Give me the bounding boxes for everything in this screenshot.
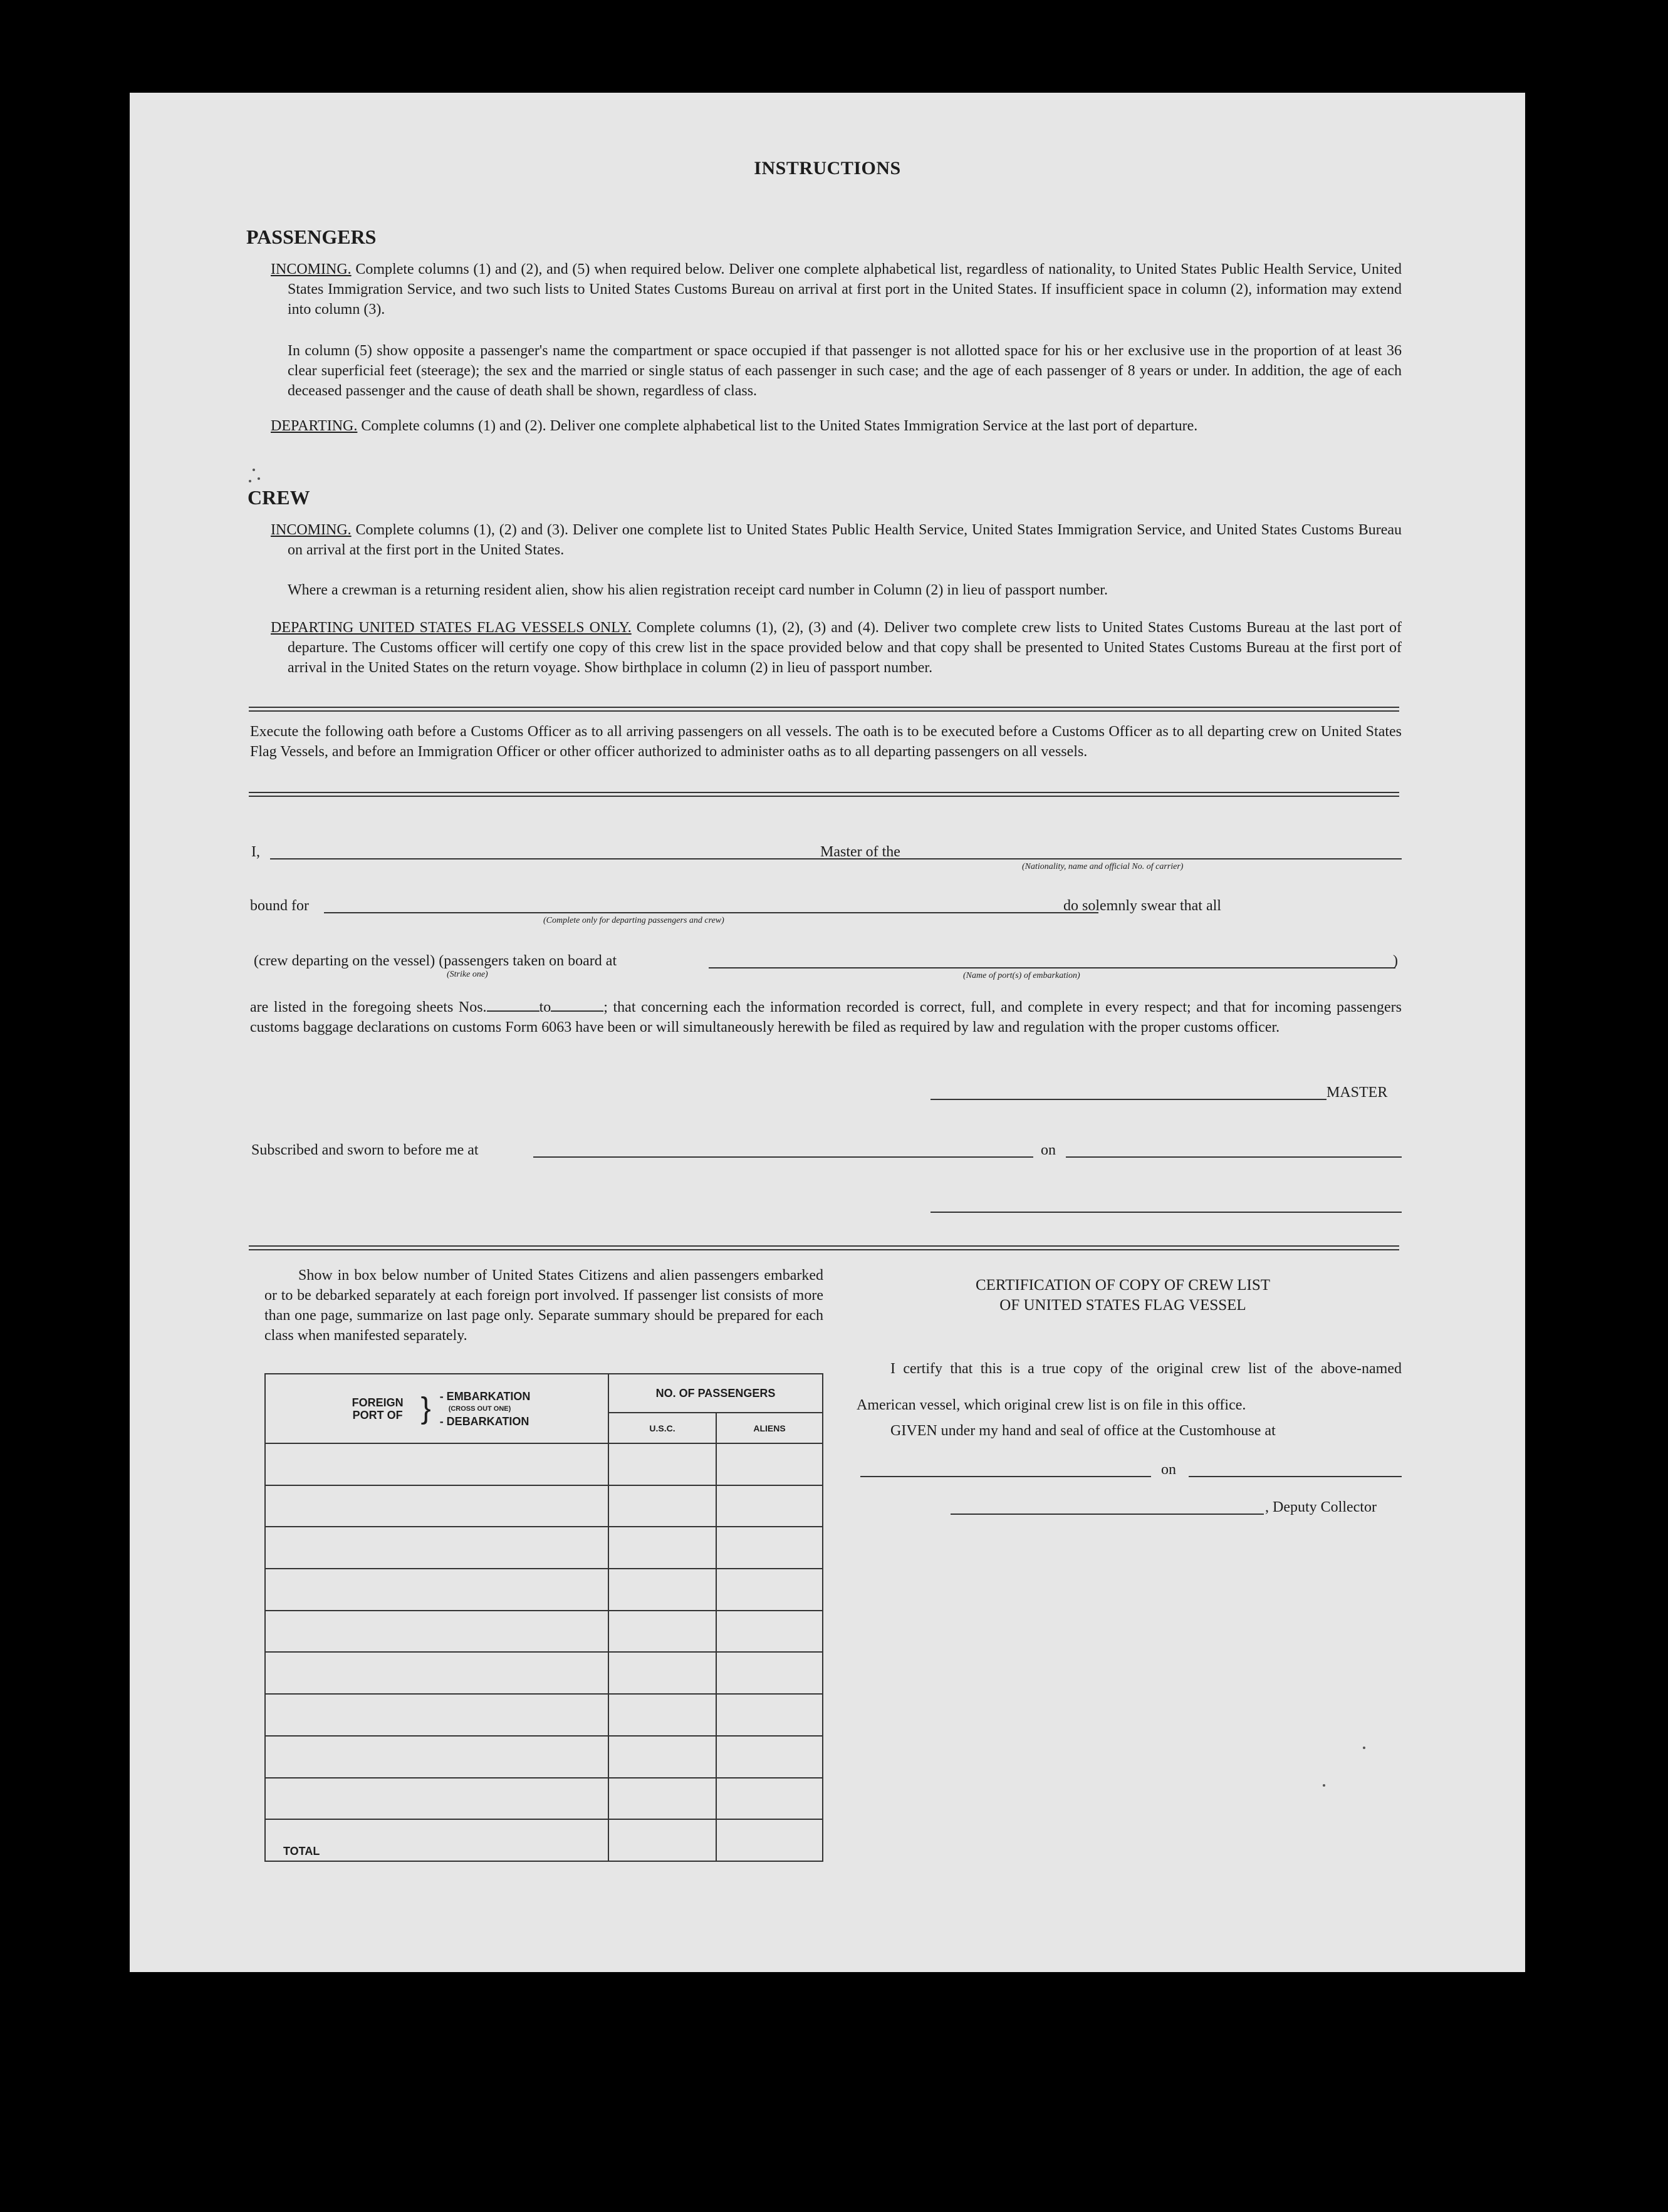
- usc-cell[interactable]: [608, 1485, 716, 1527]
- form-page: [130, 93, 1525, 1972]
- port-cell[interactable]: [265, 1569, 608, 1611]
- embarkation-label: - EMBARKATION: [439, 1389, 531, 1403]
- foreign-port-header: [265, 1374, 608, 1443]
- separator: [249, 796, 1399, 797]
- listed-paragraph: [250, 997, 1402, 1037]
- usc-header: U.S.C.: [608, 1413, 716, 1443]
- certification-title: [844, 1275, 1402, 1316]
- master-signature-field[interactable]: [930, 1099, 1327, 1100]
- crew-departing-text: Complete columns (1), (2), (3) and (4). Deliver two complete crew lists to United States Customs Bureau at the last port of departure. The Customs officer will certify one copy of this crew list in the space provided below and that copy shall be presented to United States Customs Bureau at the first port of arrival in the United States on the return voyage. Show birthplace in column (2) in lieu of passport number.: [288, 620, 1402, 676]
- passengers-departing-paragraph: [271, 416, 1402, 436]
- sworn-place-field[interactable]: [533, 1156, 1033, 1158]
- usc-cell[interactable]: [608, 1527, 716, 1569]
- carrier-field[interactable]: [928, 858, 1402, 859]
- aliens-total-cell[interactable]: [716, 1819, 823, 1861]
- aliens-cell[interactable]: [716, 1443, 823, 1485]
- sworn-date-field[interactable]: [1066, 1156, 1402, 1158]
- total-label: TOTAL: [265, 1819, 608, 1861]
- embarkation-note: (Name of port(s) of embarkation): [963, 971, 1080, 980]
- no-of-passengers-header: NO. OF PASSENGERS: [608, 1374, 823, 1413]
- aliens-header: ALIENS: [716, 1413, 823, 1443]
- usc-cell[interactable]: [608, 1443, 716, 1485]
- given-paragraph: GIVEN under my hand and seal of office at the Customhouse at: [890, 1423, 1276, 1439]
- cross-out-note: (CROSS OUT ONE): [448, 1405, 511, 1413]
- certification-title-line2: OF UNITED STATES FLAG VESSEL: [999, 1297, 1246, 1314]
- crew-resident-paragraph: Where a crewman is a returning resident alien, show his alien registration receipt card number in Column (2) in lieu of passport number.: [288, 582, 1108, 598]
- certification-on-label: on: [1161, 1462, 1176, 1478]
- passengers-incoming-paragraph: [271, 259, 1402, 319]
- port-cell[interactable]: [265, 1527, 608, 1569]
- brace-icon: }: [420, 1392, 431, 1426]
- foreign-port-label: FOREIGN PORT OF: [352, 1396, 404, 1421]
- deputy-collector-label: , Deputy Collector: [1265, 1499, 1377, 1515]
- usc-cell[interactable]: [608, 1652, 716, 1694]
- aliens-cell[interactable]: [716, 1569, 823, 1611]
- aliens-cell[interactable]: [716, 1527, 823, 1569]
- port-cell[interactable]: [265, 1736, 608, 1778]
- sheet-from-field[interactable]: [487, 999, 539, 1012]
- certification-title-line1: CERTIFICATION OF COPY OF CREW LIST: [975, 1277, 1271, 1294]
- aliens-cell[interactable]: [716, 1694, 823, 1736]
- usc-cell[interactable]: [608, 1736, 716, 1778]
- passengers-departing-text: Complete columns (1) and (2). Deliver one complete alphabetical list to the United States Immigration Service at the last port of departure.: [357, 418, 1198, 434]
- customhouse-field[interactable]: [860, 1476, 1151, 1477]
- crew-incoming-label: INCOMING.: [271, 522, 352, 538]
- carrier-note: (Nationality, name and official No. of carrier): [1022, 862, 1184, 871]
- port-cell[interactable]: [265, 1778, 608, 1820]
- swear-label: do solemnly swear that all: [1063, 898, 1221, 914]
- strike-one-note: (Strike one): [447, 970, 488, 979]
- master-of-label: Master of the: [820, 844, 900, 860]
- embarkation-port-field[interactable]: [709, 967, 1395, 968]
- aliens-cell[interactable]: [716, 1611, 823, 1653]
- passengers-incoming-label: INCOMING.: [271, 261, 352, 278]
- crew-heading: CREW: [248, 486, 310, 509]
- aliens-cell[interactable]: [716, 1485, 823, 1527]
- passengers-incoming-text: Complete columns (1) and (2), and (5) when required below. Deliver one complete alphabetical list, regardless of nationality, to United States Public Health Service, United States Immigration Service, and two such lists to United States Customs Bureau on arrival at first port in the United States. If insufficient space in column (2), information may extend into column (3).: [288, 261, 1402, 318]
- port-cell[interactable]: [265, 1443, 608, 1485]
- sworn-on-label: on: [1041, 1142, 1056, 1158]
- usc-cell[interactable]: [608, 1694, 716, 1736]
- port-cell[interactable]: [265, 1485, 608, 1527]
- bound-for-label: bound for: [250, 898, 309, 914]
- separator: [249, 1249, 1399, 1250]
- aliens-cell[interactable]: [716, 1778, 823, 1820]
- listed-text-1: are listed in the foregoing sheets Nos.: [250, 999, 487, 1015]
- passengers-column5-paragraph: In column (5) show opposite a passenger's name the compartment or space occupied if that passenger is not allotted space for his or her exclusive use in the proportion of at least 36 clear superficial feet (steerage); the sex and the married or single status of each passenger in such case; and the age of each passenger of 8 years or under. In addition, the age of each deceased passenger and the cause of death shall be shown, regardless of class.: [288, 343, 1402, 399]
- passenger-summary-table: [264, 1373, 823, 1862]
- port-cell[interactable]: [265, 1611, 608, 1653]
- crew-departing-paragraph: [271, 618, 1402, 678]
- passengers-heading: PASSENGERS: [246, 226, 377, 248]
- oath-intro-paragraph: Execute the following oath before a Customs Officer as to all arriving passengers on all vessels. The oath is to be executed before a Customs Officer as to all departing crew on United States Flag Vessels, and before an Immigration Officer or other officer authorized to administer oaths as to all departing passengers on all vessels.: [250, 724, 1402, 760]
- separator: [249, 710, 1399, 712]
- page-title: INSTRUCTIONS: [754, 158, 901, 179]
- master-label: MASTER: [1327, 1084, 1388, 1101]
- separator: [249, 707, 1399, 708]
- separator: [249, 792, 1399, 793]
- crew-incoming-text: Complete columns (1), (2) and (3). Deliver one complete list to United States Public Health Service, United States Immigration Service, and United States Customs Bureau on arrival at the first port in the United States.: [288, 522, 1402, 558]
- oath-i-label: I,: [251, 844, 260, 860]
- crew-passengers-label: (crew departing on the vessel) (passengers taken on board at: [254, 953, 617, 969]
- port-cell[interactable]: [265, 1652, 608, 1694]
- listed-text-2: ; that concerning each the information recorded is correct, full, and complete in every respect; and that for incoming passengers customs baggage declarations on customs Form 6063 have been or will simultaneously herewith be filed as required by law and regulation with the proper customs officer.: [250, 999, 1402, 1036]
- usc-cell[interactable]: [608, 1569, 716, 1611]
- close-paren: ): [1393, 953, 1398, 969]
- listed-to-label: to: [539, 999, 551, 1015]
- passengers-departing-label: DEPARTING.: [271, 418, 358, 434]
- summary-instructions: Show in box below number of United States Citizens and alien passengers embarked or to be debarked separately at each foreign port involved. If passenger list consists of more than one page, summarize on last page only. Separate summary should be prepared for each class when manifested separately.: [264, 1267, 823, 1344]
- certification-date-field[interactable]: [1189, 1476, 1402, 1477]
- crew-incoming-paragraph: [271, 520, 1402, 560]
- deputy-signature-field[interactable]: [951, 1514, 1264, 1515]
- usc-cell[interactable]: [608, 1778, 716, 1820]
- usc-cell[interactable]: [608, 1611, 716, 1653]
- officer-signature-field[interactable]: [930, 1212, 1402, 1213]
- usc-total-cell[interactable]: [608, 1819, 716, 1861]
- aliens-cell[interactable]: [716, 1652, 823, 1694]
- certify-paragraph: I certify that this is a true copy of the original crew list of the above-named American vessel, which original crew list is on file in this office.: [857, 1361, 1402, 1413]
- subscribed-label: Subscribed and sworn to before me at: [251, 1142, 479, 1158]
- departing-note: (Complete only for departing passengers and crew): [543, 916, 724, 925]
- aliens-cell[interactable]: [716, 1736, 823, 1778]
- sheet-to-field[interactable]: [551, 999, 603, 1012]
- bound-for-field[interactable]: [324, 912, 1098, 913]
- port-cell[interactable]: [265, 1694, 608, 1736]
- debarkation-label: - DEBARKATION: [439, 1415, 529, 1428]
- crew-departing-label: DEPARTING UNITED STATES FLAG VESSELS ONLY.: [271, 620, 632, 636]
- separator: [249, 1245, 1399, 1247]
